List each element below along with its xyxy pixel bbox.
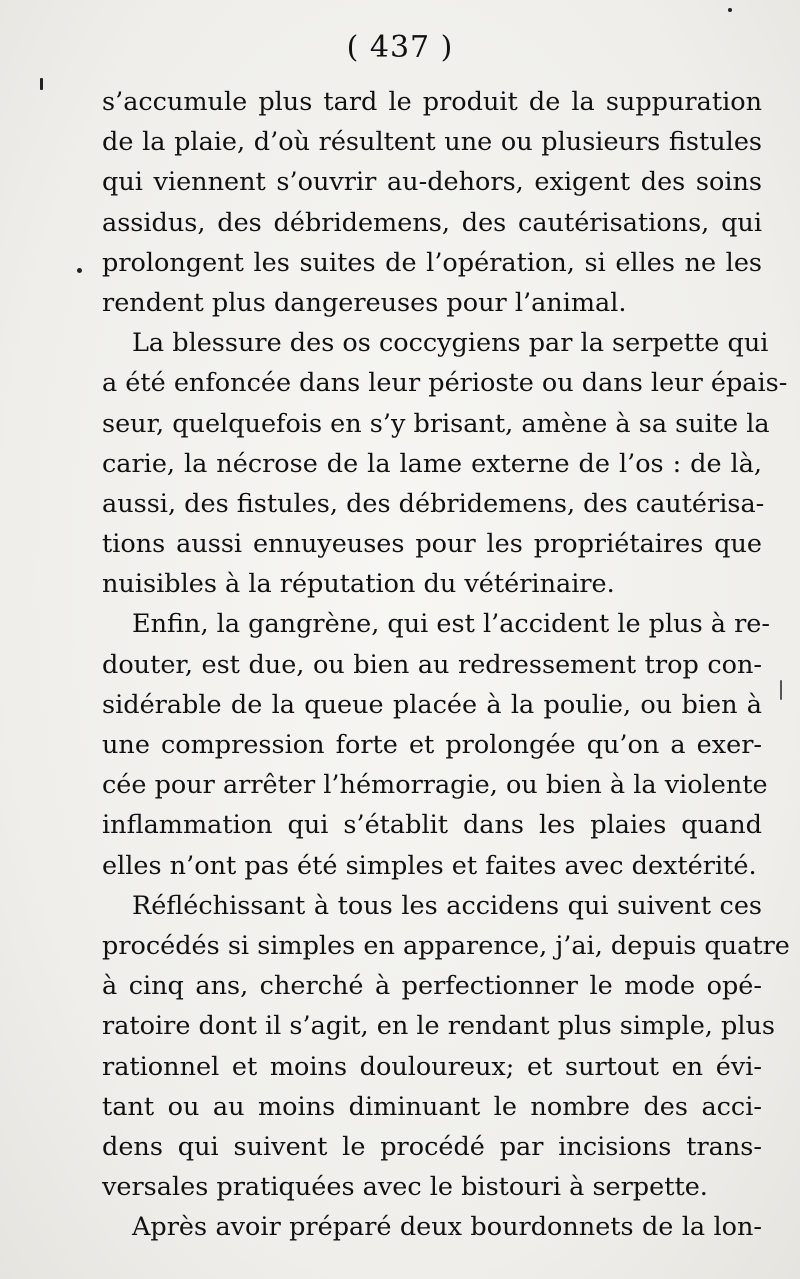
text-line: La blessure des os coccygiens par la serpette qui xyxy=(132,328,769,359)
paragraph xyxy=(102,323,788,604)
paragraph xyxy=(102,82,762,323)
text-line: nuisibles à la réputation du vétérinaire. xyxy=(102,569,615,600)
text-line: aussi, des fistules, des débridemens, des cautérisa- xyxy=(102,488,765,519)
text-line: Enfin, la gangrène, qui est l’accident le plus à re- xyxy=(132,609,770,640)
text-line: inflammation qui s’établit dans les plaies quand xyxy=(102,810,762,841)
print-speck xyxy=(77,268,82,273)
print-speck xyxy=(728,8,732,12)
text-line: assidus, des débridemens, des cautérisations, qui xyxy=(102,207,762,238)
text-line: carie, la nécrose de la lame externe de l’os : de là, xyxy=(102,448,762,479)
text-line: dens qui suivent le procédé par incisions trans- xyxy=(102,1131,762,1162)
text-line: procédés si simples en apparence, j’ai, depuis quatre xyxy=(102,930,790,961)
text-line: ratoire dont il s’agit, en le rendant plus simple, plus xyxy=(102,1011,775,1042)
text-line: rationnel et moins douloureux; et surtout en évi- xyxy=(102,1051,762,1082)
text-line: rendent plus dangereuses pour l’animal. xyxy=(102,287,627,318)
text-line: tions aussi ennuyeuses pour les propriétaires que xyxy=(102,529,762,560)
text-line: cée pour arrêter l’hémorragie, ou bien à la violente xyxy=(102,770,768,801)
text-line: seur, quelquefois en s’y brisant, amène à sa suite la xyxy=(102,408,770,439)
text-line: prolongent les suites de l’opération, si elles ne les xyxy=(102,247,762,278)
text-line: elles n’ont pas été simples et faites avec dextérité. xyxy=(102,850,757,881)
print-speck xyxy=(780,680,782,700)
text-line: qui viennent s’ouvrir au-dehors, exigent des soins xyxy=(102,167,762,198)
paragraph xyxy=(102,886,790,1208)
text-line: s’accumule plus tard le produit de la suppuration xyxy=(102,87,762,117)
body-text xyxy=(102,82,790,1247)
text-line: douter, est due, ou bien au redressement trop con- xyxy=(102,649,762,680)
text-line: de la plaie, d’où résultent une ou plusieurs fistules xyxy=(102,127,762,158)
page-number: ( 437 ) xyxy=(346,30,454,65)
text-line: sidérable de la queue placée à la poulie, ou bien à xyxy=(102,689,762,720)
text-line: à cinq ans, cherché à perfectionner le mode opé- xyxy=(102,971,762,1002)
text-line: Après avoir préparé deux bourdonnets de la lon- xyxy=(132,1212,762,1243)
text-line: une compression forte et prolongée qu’on a exer- xyxy=(102,730,762,760)
text-line: a été enfoncée dans leur périoste ou dans leur épais- xyxy=(102,368,788,399)
text-line: tant ou au moins diminuant le nombre des acci- xyxy=(102,1091,762,1122)
text-line: versales pratiquées avec le bistouri à serpette. xyxy=(102,1172,708,1203)
text-line: Réfléchissant à tous les accidens qui suivent ces xyxy=(132,890,762,921)
paragraph xyxy=(102,1207,762,1247)
print-speck xyxy=(40,78,43,90)
paragraph xyxy=(102,604,770,885)
